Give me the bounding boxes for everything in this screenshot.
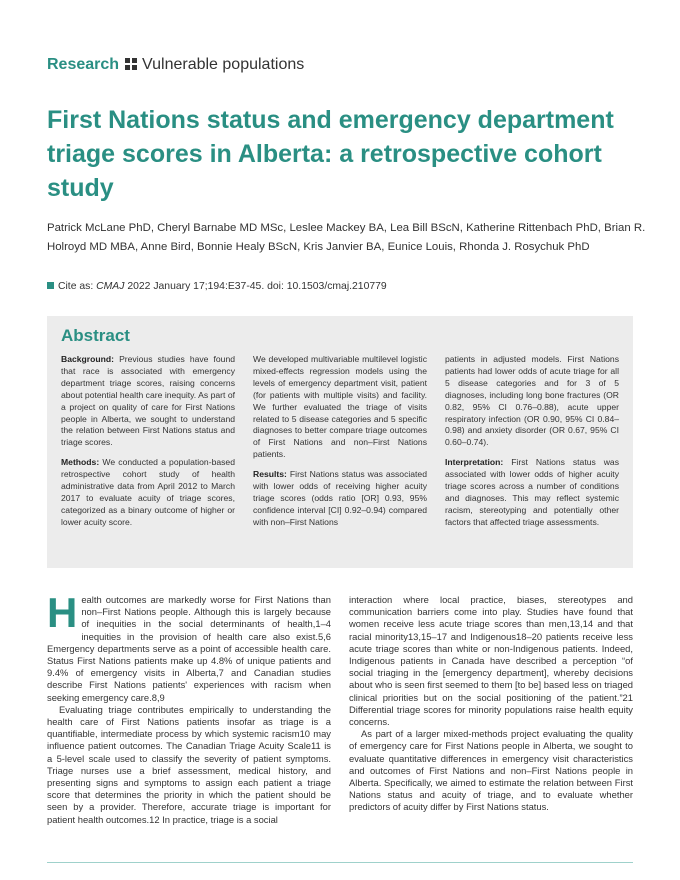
results-label: Results: (253, 469, 287, 480)
cite-journal: CMAJ (96, 281, 125, 292)
citation-line (47, 281, 387, 292)
abstract-column-1 (61, 354, 235, 537)
methods-text: We conducted a population-based retrospective cohort study of health administrative data from April 2012 to March 2017 to evaluate acuity of triage scores, categorized as a binary outcome of higher or lower acuity score. (61, 457, 235, 527)
abstract-methods (61, 457, 235, 528)
article-body (47, 589, 633, 826)
section-topic-label: Vulnerable populations (142, 56, 305, 73)
abstract-results (253, 469, 427, 529)
body-paragraph-1 (47, 589, 331, 704)
background-text: Previous studies have found that race is associated with emergency department triage scores, raising concerns about potential health care inequity. As part of a project on quality of care for First Nations people in Alberta, we sought to understand the relation between First Nations status and triage scores. (61, 354, 236, 448)
author-list: Patrick McLane PhD, Cheryl Barnabe MD MSc, Leslee Mackey BA, Lea Bill BScN, Katherine Rittenbach PhD, Brian R. Holroyd MD MBA, Anne Bird, Bonnie Healy BScN, Kris Janvier BA, Eunice Louis, Rhonda J. Rosychuk PhD (47, 222, 646, 253)
article-title: First Nations status and emergency department triage scores in Alberta: a retrospective cohort study (47, 106, 614, 202)
methods-label: Methods: (61, 457, 100, 468)
abstract-methods-continued: We developed multivariable multilevel logistic mixed-effects regression models using the levels of emergency department visit, patient (for patients with multiple visits) and facility. We further evaluated the triage of visits related to 5 disease categories and 5 specific diagnoses to better compare triage outcomes of First Nations and non–First Nations patients. (253, 354, 427, 460)
body-column-right (349, 594, 633, 826)
footer-divider (47, 862, 633, 863)
results-text: First Nations status was associated with lower odds of receiving higher acuity triage scores (odds ratio [OR] 0.93, 95% confidence interval [CI] 0.92–0.94) compared with non–First Nations (253, 469, 427, 527)
body-paragraph-3: interaction where local practice, biases, stereotypes and communication barriers come into play. Studies have found that women receive less acute triage scores than men,13,14 and that racial minority13,15–17 and Indigenous18–20 patients receive less acute triage scores than white or non-Indigenous patients. Indeed, Indigenous patients in Canada have described a perception “of social triaging in the [emergency department], whereby decisions about who is seen first seemed to them [to be] based less on triaged clinical priorities but on the social positioning of the patient.”21 Differential triage scores for minority populations raise health equity concerns. (349, 594, 633, 728)
cite-square-icon (47, 282, 54, 289)
abstract-box (47, 316, 633, 568)
abstract-column-2 (253, 354, 427, 537)
cite-label: Cite as: (58, 281, 94, 292)
body-column-left (47, 589, 331, 826)
body-paragraph-4: As part of a larger mixed-methods project evaluating the quality of emergency care for First Nations people in Alberta, we sought to evaluate quantitative differences in emergency visit characteristics and outcomes of First Nations and non–First Nations people in Alberta. Specifically, we aimed to estimate the relation between First Nations status and acuity of triage, and to evaluate whether predictors of acuity differ by First Nations status. (349, 728, 633, 813)
abstract-background (61, 354, 235, 449)
cite-details: 2022 January 17;194:E37-45. doi: 10.1503/cmaj.210779 (127, 281, 387, 292)
section-header (47, 55, 304, 75)
abstract-heading: Abstract (61, 326, 130, 345)
abstract-column-3 (445, 354, 619, 537)
abstract-interpretation (445, 457, 619, 528)
body-paragraph-2: Evaluating triage contributes empirically to understanding the health care of First Nations patients insofar as triage is a quantifiable, intermediate process by which systemic racism10 may influence patient outcomes. The Canadian Triage Acuity Scale11 is a 5-level scale used to classify the severity of patient symptoms. Triage nurses use a brief assessment, medical history, and presenting signs and symptoms to assign each patient a triage score that determines the priority in which the patient should be seen by a provider. Therefore, accurate triage is important for patient health outcomes.12 In practice, triage is a social (47, 703, 331, 825)
interpretation-text: First Nations status was associated with lower odds of higher acuity triage scores across a number of conditions and diagnoses. This may reflect systemic racism, stereotyping and potentially other factors that affected triage assessments. (445, 457, 620, 527)
grid-icon (125, 58, 137, 70)
background-label: Background: (61, 354, 114, 364)
section-research-label: Research (47, 56, 120, 73)
drop-cap: H (47, 589, 78, 636)
interpretation-label: Interpretation: (445, 457, 504, 468)
abstract-results-continued: patients in adjusted models. First Nations patients had lower odds of acute triage for all 5 disease categories and for 3 of 5 diagnoses, including long bone fractures (OR 0.82, 95% CI 0.76–0.88), acute upper respiratory infection (OR 0.90, 95% CI 0.84–0.98) and anxiety disorder (OR 0.67, 95% CI 0.60–0.74). (445, 354, 619, 448)
paragraph-1-text: ealth outcomes are markedly worse for First Nations than non–First Nations people. Although this is largely because of inequities in the social determinants of health,1–4 inequities in the provision of health care also exist.5,6 Emergency departments serve as a point of accessible health care. Status First Nations patients make up 4.8% of unique patients and 9.4% of emergency visits in Alberta,7 and Canadian studies describe First Nations patients' experiences with racism when seeking emergency care.8,9 (47, 594, 331, 703)
